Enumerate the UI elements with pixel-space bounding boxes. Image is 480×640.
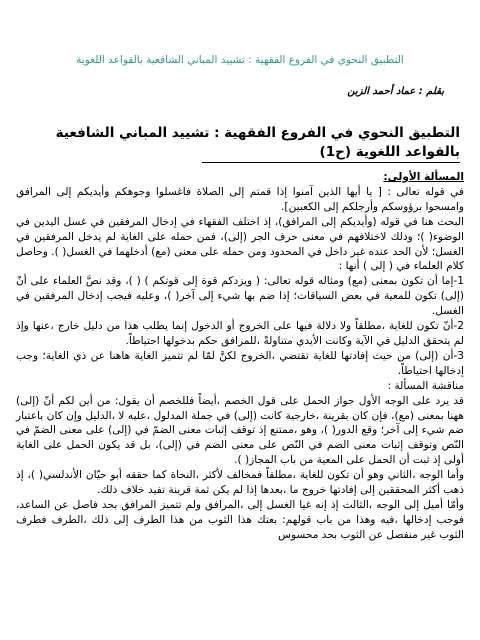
title-divider [202, 162, 460, 163]
article-header-link[interactable]: التطبيق النحوي في الفروع الفقهية : تشييد المباني الشافعية بالقواعد اللغوية [76, 54, 404, 66]
body-paragraph: في قوله تعالى : [ يا أيها الذين آمنوا إذا قمتم إلى الصلاة فاغسلوا وجوهكم وأيديكم إلى المرافق وامسحوا برؤوسكم وأرجلكم إلى الكعبين]. [16, 185, 464, 213]
article-body [16, 170, 464, 543]
article-title: التطبيق النحوي في الفروع الفقهية : تشييد المباني الشافعية بالقواعد اللغوية (ح1) [55, 125, 460, 160]
body-paragraph: 2-أنّ تكون للغاية ،مطلقاً ولا دلالة فيها على الخروج أو الدخول إنما يطلب هذا من دليل خارج ،عنها وإذ لم يتحقق الدليل في الآية وكانت الأيدي متناولةً ،للمرافق حكم بدخولها احتياطاً. [16, 320, 464, 347]
body-paragraph: البحث هنا في قوله (وأيديكم إلى المرافق)، إذ اختلف الفقهاء في إدخال المرفقين في غسل اليدين في الوضوء( )؛ وذلك لاختلافهم في معنى حرف الجر (إلى)، فمن حمله على الغاية لم يدخل المرفقين في الغسل؛ لأن الحد عنده غير داخل في المحدود ومن حمله على معنى (مع) أدخلهما في الغسل( ). وحاصل كلام العلماء في ( إلى ) أنها : [16, 215, 464, 273]
body-paragraph: 3-أن (إلى) من حيث إفادتها للغاية تقتضي ،الخروج لكنَّ لمّا لم تتميز الغاية هاهنا عن ذي الغاية؛ وجب إدخالها احتياطاً. [16, 349, 464, 377]
body-paragraph: 1-إما أن تكون بمعنى (مع) ومثاله قوله تعالى: ( ويزدكم قوة إلى قوتكم ) ( )، وقد نصَّ العلماء على أنّ (إلى) تكون للمعية في بعض السياقات؛ إذا ضم بها شيء إلى آخر( )، وعليه فيجب إدخال المرفقين في الغسل. [16, 275, 464, 318]
body-paragraph: وأمّا أميل إلى الوجه ،الثالث إذ إنه غيا الغسل إلى ،المرافق ولم تتميز المرافق بحد فاصل عن الساعد، فوجب إدخالها ،فيه وهذا من باب قولهم: بعتك هذا الثوب من هذا الطرف إلى ذلك ،الطرف فطرف الثوب غير منفصل عن الثوب بحد محسوس [16, 498, 464, 541]
body-paragraph: قد يرد على الوجه الأول جواز الحمل على قول الخصم ،أيضاً فللخصم أن يقول: من أين لكم أنّ (إلى) ههنا بمعنى (مع)، فإن كان بقرينة ،خارجية كانت (إلى) في جملة المدلول ،عليه لا ،الدليل وإن كان باعتبار ضم شيء إلى آخر؛ وقع الدور( )، وهو ،ممتنع إذ توقف إثبات معنى الضمّ في (إلى) على معنى الضمّ في النّص وتوقف إثبات معنى الضم في النّص على معنى الضم في (إلى)، بل قد يكون الحمل على الغاية أولى إذ ثبت أن الحمل على المعية من باب المجاز( ). [16, 394, 464, 467]
section-heading-first-issue: المسألة الأولى: [383, 171, 464, 183]
body-paragraph: وأما الوجه ،الثاني وهو أن تكون للغاية ،مطلقاً فمخالف لأكثر ،النحاة كما حققه أبو حيّان الأندلسي( )، إذ ذهب أكثر المحققين إلى إفادتها خروج ما ،بعدها إذا لم يكن ثمة قرينة تفيد خلاف ذلك. [16, 469, 464, 497]
author-byline: بقلم : عماد أحمد الزبن [347, 86, 444, 97]
section-heading-discussion: مناقشة المسألة : [387, 379, 464, 392]
